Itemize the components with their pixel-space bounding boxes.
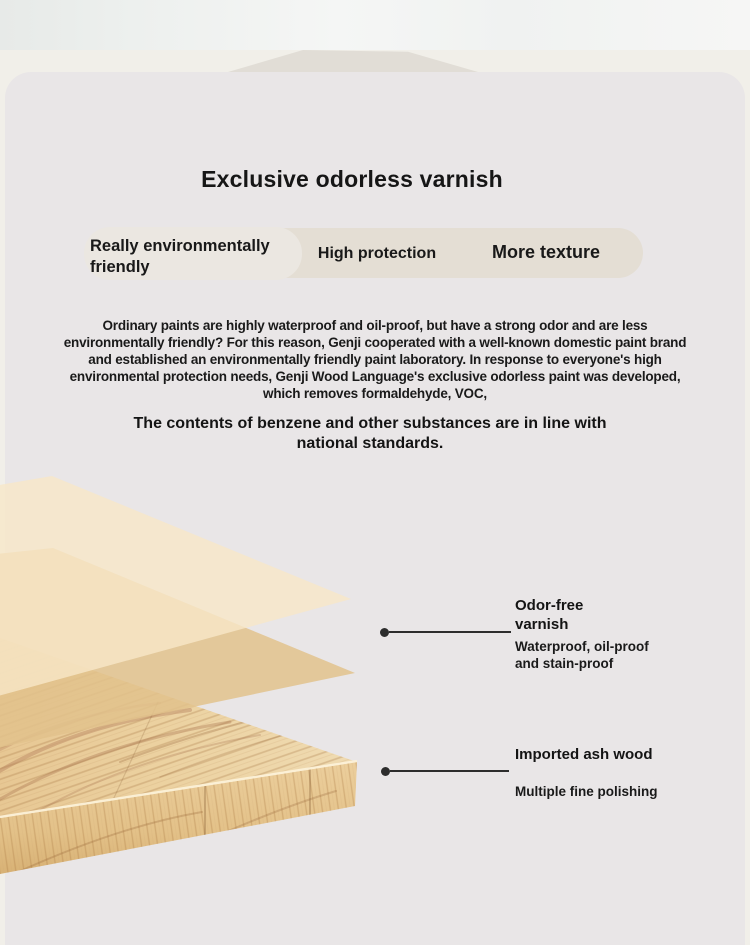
body-paragraph: Ordinary paints are highly waterproof and oil-proof, but have a strong odor and are less environmentally friendly? For this reason, Genji cooperated with a well-known domestic paint brand and established an environmentally friendly paint laboratory. In response to everyone's high environmental protection needs, Genji Wood Language's exclusive odorless paint was developed, which removes formaldehyde, VOC, [63, 318, 687, 401]
previous-section-edge [0, 0, 750, 50]
faint-object-shadow [228, 50, 478, 72]
feature-label-texture: More texture [491, 242, 601, 262]
callout-subtitle: Multiple fine polishing [515, 784, 658, 799]
section-title: Exclusive odorless varnish [201, 166, 503, 192]
callout-title: Imported ash wood [515, 746, 653, 763]
callout-title: Odor-free varnish [515, 597, 584, 633]
feature-label-eco: Really environmentally friendly [90, 237, 270, 276]
feature-label-protection: High protection [317, 245, 437, 262]
callout-subtitle: Waterproof, oil-proof and stain-proof [515, 639, 649, 671]
emphasis-text: The contents of benzene and other substances are in line with national standards. [133, 415, 607, 452]
callout-dot-icon [380, 628, 389, 637]
callout-dot-icon [381, 767, 390, 776]
callout-leader-line [389, 631, 511, 633]
wood-layers-illustration [0, 460, 480, 945]
callout-leader-line [390, 770, 509, 772]
